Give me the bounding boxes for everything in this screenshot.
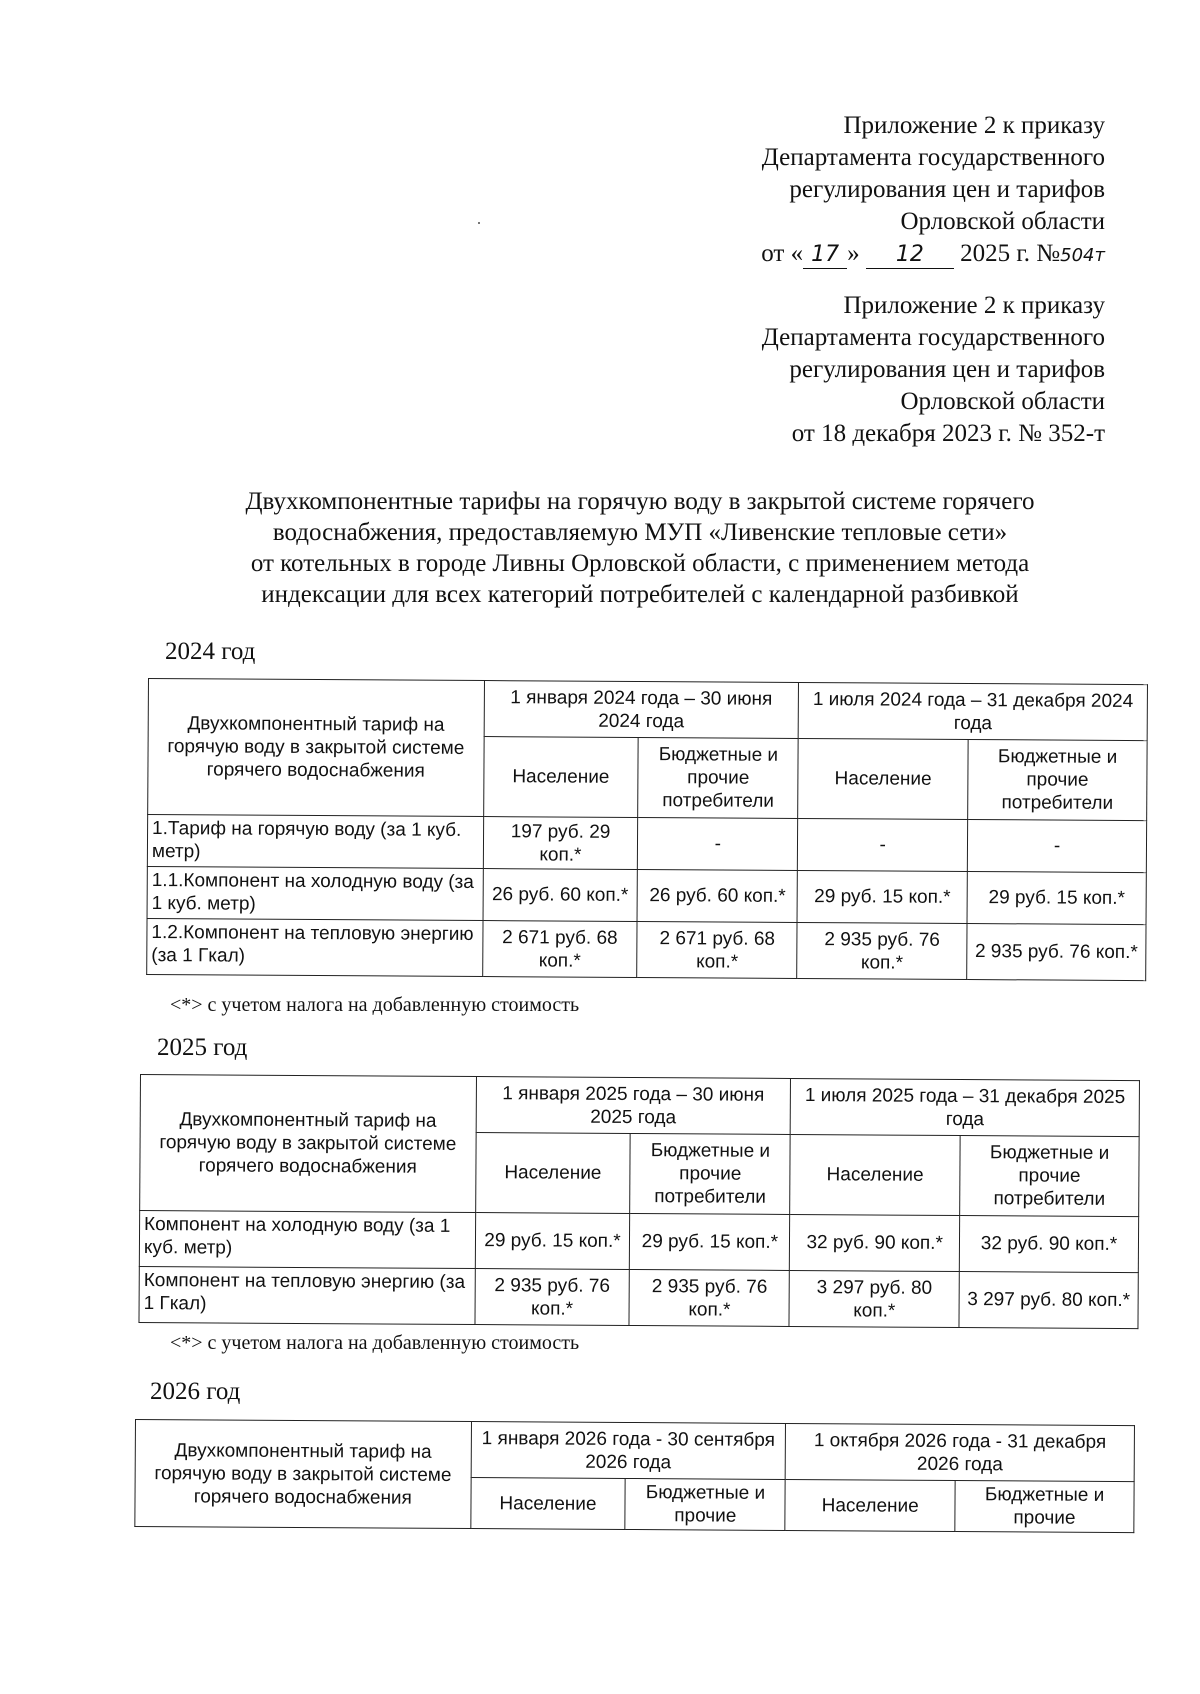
year-heading-2026: 2026 год: [150, 1378, 241, 1405]
column-header: Бюджетные и прочие потребители: [630, 1133, 790, 1214]
header-line: Приложение 2 к приказу: [843, 112, 1105, 139]
table-cell: 29 руб. 15 коп.*: [967, 872, 1146, 925]
header-line: регулирования цен и тарифов: [789, 356, 1105, 383]
column-header: Население: [790, 1134, 960, 1215]
table-row: [147, 815, 1146, 873]
table-cell: -: [638, 817, 798, 870]
period-header: 1 июля 2025 года – 31 декабря 2025 года: [790, 1078, 1139, 1136]
table-head-label: Двухкомпонентный тариф на горячую воду в закрытой системе горячего водоснабжения: [148, 679, 484, 817]
table-cell: 2 935 руб. 76 коп.*: [797, 922, 967, 979]
column-header: Бюджетные и прочие потребители: [960, 1136, 1139, 1217]
column-header: Население: [785, 1479, 955, 1531]
table-cell: 32 руб. 90 коп.*: [790, 1214, 960, 1271]
period-header: 1 января 2025 года – 30 июня 2025 года: [476, 1077, 791, 1135]
column-header: Бюджетные и прочие потребители: [638, 737, 798, 818]
table-row: [147, 918, 1146, 980]
table-row: [139, 1211, 1138, 1273]
row-label: 1.Тариф на горячую воду (за 1 куб. метр): [147, 815, 483, 869]
table-cell: 2 935 руб. 76 коп.*: [629, 1269, 789, 1326]
tariff-table-2026: [134, 1419, 1135, 1533]
period-header: 1 января 2024 года – 30 июня 2024 года: [484, 681, 799, 739]
document-title: Двухкомпонентные тарифы на горячую воду в закрытой системе горячего водоснабжения, предоставляемую МУП «Ливенские тепловые сети» от котельных в городе Ливны Орловской области, с применением метода индексации для всех категорий потребителей с календарной разбивкой: [245, 488, 1035, 608]
period-header: 1 октября 2026 года - 31 декабря 2026 года: [785, 1423, 1134, 1481]
period-header: 1 июля 2024 года – 31 декабря 2024 года: [798, 682, 1147, 740]
year-heading-2025: 2025 год: [157, 1034, 248, 1061]
table-cell: -: [967, 820, 1146, 873]
table-cell: 2 935 руб. 76 коп.*: [475, 1269, 630, 1326]
column-header: Население: [475, 1133, 630, 1214]
period-header: 1 января 2026 года - 30 сентября 2026 года: [471, 1422, 786, 1480]
header-line: Орловской области: [900, 208, 1105, 235]
row-label: 1.1.Компонент на холодную воду (за 1 куб. метр): [147, 866, 483, 920]
appendix-header-current: [761, 110, 1105, 272]
table-cell: 26 руб. 60 коп.*: [637, 869, 797, 922]
handwritten-number: 504т: [1060, 245, 1105, 266]
header-line: от 18 декабря 2023 г. № 352-т: [791, 420, 1105, 447]
table-cell: 2 671 руб. 68 коп.*: [637, 921, 797, 978]
header-line: Департамента государственного: [761, 324, 1105, 351]
table-cell: 3 297 руб. 80 коп.*: [959, 1272, 1138, 1329]
column-header: Население: [798, 738, 968, 819]
table-cell: 26 руб. 60 коп.*: [483, 869, 638, 922]
column-header: Бюджетные и прочие: [625, 1478, 785, 1530]
table-cell: 3 297 руб. 80 коп.*: [789, 1270, 959, 1327]
column-header: Бюджетные и прочие: [955, 1481, 1134, 1533]
table-cell: 32 руб. 90 коп.*: [959, 1216, 1138, 1273]
table-head-label: Двухкомпонентный тариф на горячую воду в закрытой системе горячего водоснабжения: [140, 1075, 476, 1213]
table-cell: -: [798, 818, 968, 871]
vat-note: <*> с учетом налога на добавленную стоимость: [170, 1332, 580, 1354]
column-header: Население: [483, 737, 638, 818]
header-date-line: от « 17 » 12 2025 г. №504т: [761, 240, 1105, 267]
table-cell: 29 руб. 15 коп.*: [475, 1213, 630, 1270]
table-cell: 197 руб. 29 коп.*: [483, 817, 638, 870]
table-cell: 29 руб. 15 коп.*: [630, 1213, 790, 1270]
column-header: Бюджетные и прочие потребители: [968, 740, 1147, 821]
year-heading-2024: 2024 год: [165, 638, 256, 665]
table-row: [139, 1266, 1138, 1328]
table-row: [147, 866, 1146, 924]
vat-note: <*> с учетом налога на добавленную стоимость: [170, 994, 580, 1016]
handwritten-month: 12: [866, 242, 954, 269]
row-label: Компонент на тепловую энергию (за 1 Гкал): [139, 1266, 475, 1324]
tariff-table-2025: [138, 1074, 1140, 1329]
header-line: Департамента государственного: [761, 144, 1105, 171]
header-line: регулирования цен и тарифов: [789, 176, 1105, 203]
table-cell: 2 935 руб. 76 коп.*: [967, 924, 1146, 981]
row-label: 1.2.Компонент на тепловую энергию (за 1 Гкал): [147, 918, 483, 976]
header-line: Приложение 2 к приказу: [843, 292, 1105, 319]
appendix-header-previous: [762, 290, 1105, 450]
tariff-table-2024: [146, 678, 1148, 981]
table-cell: 2 671 руб. 68 коп.*: [482, 921, 637, 978]
column-header: Население: [470, 1478, 625, 1530]
table-head-label: Двухкомпонентный тариф на горячую воду в закрытой системе горячего водоснабжения: [135, 1420, 471, 1529]
handwritten-day: 17: [803, 242, 847, 269]
scan-speck: [478, 222, 480, 224]
row-label: Компонент на холодную воду (за 1 куб. метр): [139, 1211, 475, 1269]
table-cell: 29 руб. 15 коп.*: [797, 870, 967, 923]
header-line: Орловской области: [900, 388, 1105, 415]
